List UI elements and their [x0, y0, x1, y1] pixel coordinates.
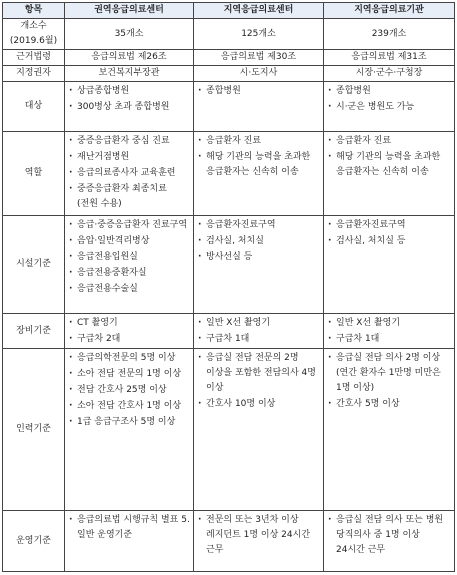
comparison-table: [2, 2, 455, 572]
list-item: · 응급·중증응급환자 진료구역: [68, 218, 190, 233]
facility-regional-center: [65, 216, 194, 314]
row-label-facility: 시설기준: [3, 216, 65, 314]
list-item: · 검사실, 처치실: [197, 234, 320, 249]
operation-local-center: [194, 511, 324, 572]
row-designator: [3, 66, 455, 82]
list-item: · 응급실 전담 전문의 2명 이상을 포함한 전담의사 4명 이상: [197, 351, 320, 396]
equipment-regional-center: [65, 314, 194, 349]
list-item: · 응급전용수술실: [68, 282, 190, 297]
list-item: · 일반 X선 촬영기: [327, 316, 451, 331]
list-item: · 전문의 또는 3년차 이상 레지던트 1명 이상 24시간 근무: [197, 513, 320, 558]
legal-basis-local-institution: 응급의료법 제31조: [324, 50, 455, 66]
list-item: · 응급환자진료구역: [327, 218, 451, 233]
list-item: · 소아 전담 간호사 1명 이상: [68, 399, 190, 414]
count-local-institution: 239개소: [324, 19, 455, 50]
equipment-local-center: [194, 314, 324, 349]
list-item: · 소아 전담 전문의 1명 이상: [68, 367, 190, 382]
row-equipment: [3, 314, 455, 349]
list-item: · 해당 기관의 능력을 초과한 응급환자는 신속히 이송: [327, 150, 451, 180]
list-item: · 방사선실 등: [197, 250, 320, 265]
staff-local-institution: [324, 349, 455, 511]
header-regional-center: 권역응급의료센터: [65, 3, 194, 19]
operation-local-institution: [324, 511, 455, 572]
legal-basis-regional-center: 응급의료법 제26조: [65, 50, 194, 66]
list-item: · 전담 간호사 25명 이상: [68, 383, 190, 398]
header-item: 항목: [3, 3, 65, 19]
list-item: · 응급전용중환자실: [68, 266, 190, 281]
legal-basis-local-center: 응급의료법 제30조: [194, 50, 324, 66]
list-item: · 응급환자 진료: [197, 134, 320, 149]
list-item: · 검사실, 처치실 등: [327, 234, 451, 249]
row-label-line: 개소수: [20, 21, 47, 31]
row-target: [3, 82, 455, 132]
row-count: [3, 19, 455, 50]
list-item: · 300병상 초과 종합병원: [68, 100, 190, 115]
header-local-center: 지역응급의료센터: [194, 3, 324, 19]
equipment-local-institution: [324, 314, 455, 349]
list-item: · 중증응급환자 중심 진료: [68, 134, 190, 149]
list-item: · 중증응급환자 최종치료 (전원 수용): [68, 182, 190, 212]
list-item: · CT 촬영기: [68, 316, 190, 331]
row-staff: [3, 349, 455, 511]
row-operation: [3, 511, 455, 572]
list-item: · 상급종합병원: [68, 84, 190, 99]
list-item: · 재난거점병원: [68, 150, 190, 165]
row-label-designator: 지정권자: [3, 66, 65, 82]
header-local-institution: 지역응급의료기관: [324, 3, 455, 19]
list-item: · 해당 기관의 능력을 초과한 응급환자는 신속히 이송: [197, 150, 320, 180]
staff-local-center: [194, 349, 324, 511]
designator-regional-center: 보건복지부장관: [65, 66, 194, 82]
list-item: · 구급차 2대: [68, 332, 190, 347]
count-local-center: 125개소: [194, 19, 324, 50]
list-item: · 일반 X선 촬영기: [197, 316, 320, 331]
row-label-count: [3, 19, 65, 50]
designator-local-center: 시·도지사: [194, 66, 324, 82]
row-label-staff: 인력기준: [3, 349, 65, 511]
row-label-target: 대상: [3, 82, 65, 132]
list-item: · 응급실 전담 의사 또는 병원 당직의사 중 1명 이상 24시간 근무: [327, 513, 451, 558]
row-label-role: 역할: [3, 132, 65, 216]
role-regional-center: [65, 132, 194, 216]
row-legal-basis: [3, 50, 455, 66]
list-item: · 종합병원: [197, 84, 320, 99]
row-role: [3, 132, 455, 216]
list-item: · 음압·일반격리병상: [68, 234, 190, 249]
list-item: · 종합병원: [327, 84, 451, 99]
staff-regional-center: [65, 349, 194, 511]
row-label-line: (2019.6월): [9, 36, 58, 46]
list-item: · 응급의학전문의 5명 이상: [68, 351, 190, 366]
list-item: · 응급환자 진료: [327, 134, 451, 149]
list-item: · 1급 응급구조사 5명 이상: [68, 415, 190, 430]
row-facility: [3, 216, 455, 314]
list-item: · 간호사 10명 이상: [197, 397, 320, 412]
operation-regional-center: [65, 511, 194, 572]
target-regional-center: [65, 82, 194, 132]
list-item: · 응급전용입원실: [68, 250, 190, 265]
header-row: [3, 3, 455, 19]
list-item: · 응급의료법 시행규칙 별표 5. 일반 운영기준: [68, 513, 190, 543]
facility-local-institution: [324, 216, 455, 314]
list-item: · 시·군은 병원도 가능: [327, 100, 451, 115]
list-item: · 응급의료종사자 교육훈련: [68, 166, 190, 181]
facility-local-center: [194, 216, 324, 314]
list-item: · 응급실 전담 의사 2명 이상(연간 환자수 1만명 미만은 1명 이상): [327, 351, 451, 396]
list-item: · 구급차 1대: [197, 332, 320, 347]
target-local-center: [194, 82, 324, 132]
target-local-institution: [324, 82, 455, 132]
list-item: · 응급환자진료구역: [197, 218, 320, 233]
row-label-operation: 운영기준: [3, 511, 65, 572]
list-item: · 간호사 5명 이상: [327, 397, 451, 412]
row-label-legal-basis: 근거법령: [3, 50, 65, 66]
designator-local-institution: 시장·군수·구청장: [324, 66, 455, 82]
count-regional-center: 35개소: [65, 19, 194, 50]
row-label-equipment: 장비기준: [3, 314, 65, 349]
list-item: · 구급차 1대: [327, 332, 451, 347]
role-local-center: [194, 132, 324, 216]
role-local-institution: [324, 132, 455, 216]
